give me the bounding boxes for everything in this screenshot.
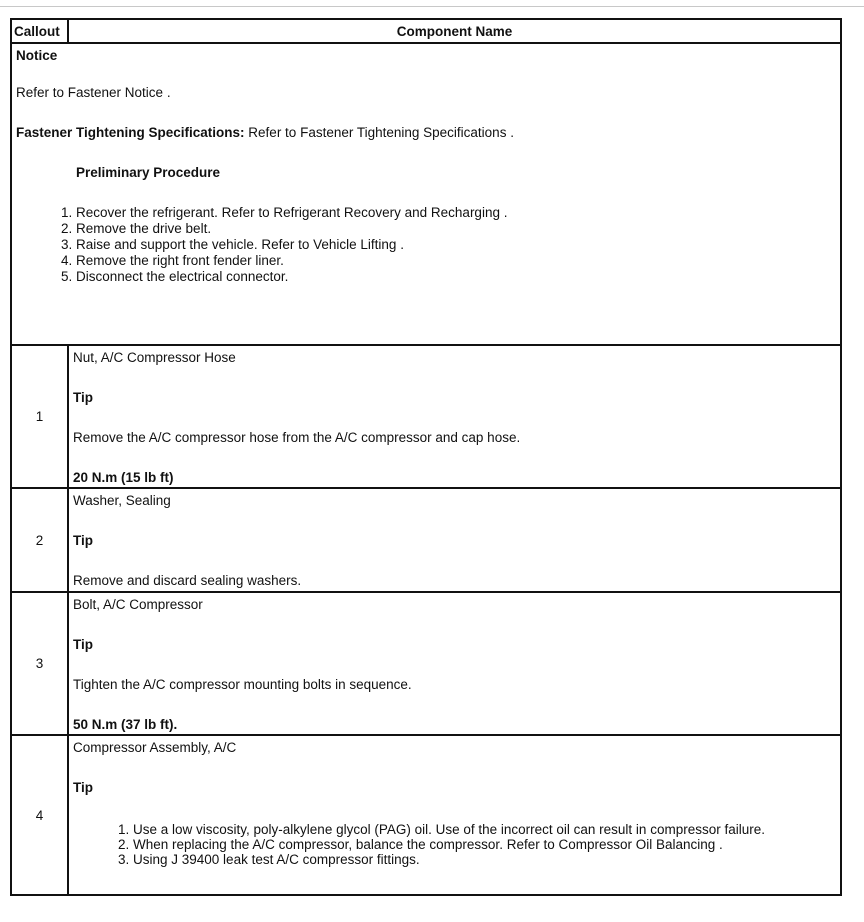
procedure-title: Preliminary Procedure: [76, 165, 221, 180]
list-item: 3. Using J 39400 leak test A/C compressor fittings.: [133, 852, 836, 867]
list-item: 1. Recover the refrigerant. Refer to Refrigerant Recovery and Recharging .: [76, 205, 836, 221]
component-cell: [68, 345, 841, 488]
notice-cell: [11, 43, 841, 345]
component-cell: [68, 735, 841, 895]
torque-spec: 20 N.m (15 lb ft): [73, 470, 174, 485]
component-cell: [68, 488, 841, 592]
tip-list: [73, 822, 836, 867]
component-cell: [68, 592, 841, 735]
list-item: 5. Disconnect the electrical connector.: [76, 269, 836, 285]
component-name: Bolt, A/C Compressor: [73, 597, 203, 612]
component-name-header: Component Name: [68, 19, 841, 43]
tightening-spec: Fastener Tightening Specifications: Refer to Fastener Tightening Specifications .: [16, 125, 514, 140]
tip-text: Remove and discard sealing washers.: [73, 573, 302, 588]
table-row: [11, 592, 841, 735]
header-row: [11, 19, 841, 43]
table-row: [11, 345, 841, 488]
table-row: [11, 735, 841, 895]
torque-spec: 50 N.m (37 lb ft).: [73, 717, 178, 732]
callout-header: Callout: [11, 19, 68, 43]
tip-label: Tip: [73, 637, 93, 652]
callout-number: 3: [11, 592, 68, 735]
notice-title: Notice: [16, 48, 58, 63]
table-row: [11, 488, 841, 592]
component-name: Compressor Assembly, A/C: [73, 740, 237, 755]
tip-text: Remove the A/C compressor hose from the A/C compressor and cap hose.: [73, 430, 521, 445]
callout-number: 2: [11, 488, 68, 592]
notice-row: [11, 43, 841, 345]
component-name: Washer, Sealing: [73, 493, 171, 508]
tip-label: Tip: [73, 780, 93, 795]
procedure-steps: [16, 205, 836, 285]
tip-label: Tip: [73, 390, 93, 405]
callout-number: 4: [11, 735, 68, 895]
list-item: 2. When replacing the A/C compressor, balance the compressor. Refer to Compressor Oil Balancing .: [133, 837, 836, 852]
list-item: 4. Remove the right front fender liner.: [76, 253, 836, 269]
fastener-notice-ref: Refer to Fastener Notice .: [16, 85, 171, 100]
list-item: 3. Raise and support the vehicle. Refer to Vehicle Lifting .: [76, 237, 836, 253]
component-table: [10, 18, 842, 896]
tip-label: Tip: [73, 533, 93, 548]
component-name: Nut, A/C Compressor Hose: [73, 350, 236, 365]
list-item: 1. Use a low viscosity, poly-alkylene glycol (PAG) oil. Use of the incorrect oil can result in compressor failure.: [133, 822, 836, 837]
callout-number: 1: [11, 345, 68, 488]
top-divider: [0, 6, 864, 7]
list-item: 2. Remove the drive belt.: [76, 221, 836, 237]
tip-text: Tighten the A/C compressor mounting bolts in sequence.: [73, 677, 412, 692]
